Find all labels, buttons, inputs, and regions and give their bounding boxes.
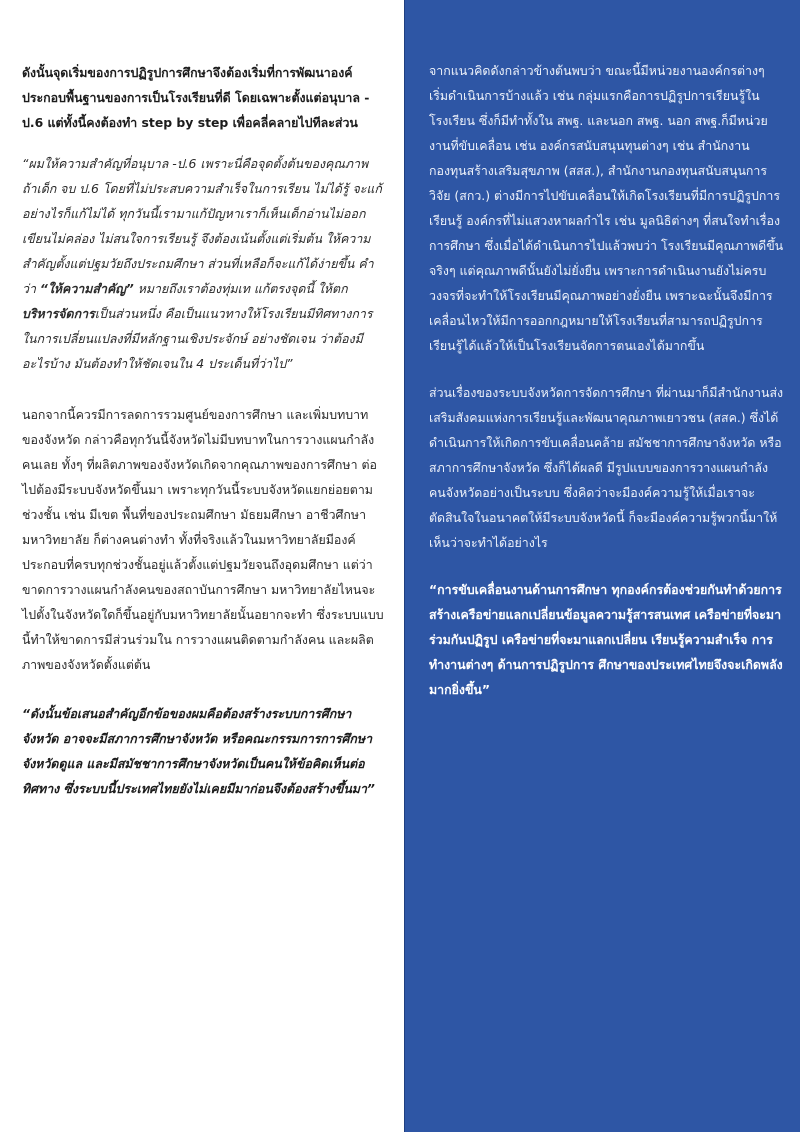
proposal-quote: “ดังนั้นข้อเสนอสำคัญอีกข้อของผมคือต้องสร้างระบบการศึกษาจังหวัด อาจจะมีสภาการศึกษาจังหวัด หรือคณะกรรมการการศึกษาจังหวัดดูแล และมีสมัชชาการศึกษาจังหวัดเป็นคนให้ข้อคิดเห็นต่อทิศทาง ซึ่งระบบนี้ประเทศไทยยังไม่เคยมีมาก่อนจึงต้องสร้างขึ้นมา”: [22, 706, 375, 796]
quote-text-3: เป็นส่วนหนึ่ง คือเป็นแนวทางให้โรงเรียนมีทิศทางการในการเปลี่ยนแปลงที่มีหลักฐานเชิงประจักษ์ อย่างชัดเจน ว่าต้องมีอะไรบ้าง มันต้องทำให้ชัดเจนใน 4 ประเด็นที่ว่าไป”: [22, 306, 373, 371]
interview-quote: [22, 151, 386, 376]
quote-text-2: หมายถึงเราต้องทุ่มเท แก้ตรงจุดนี้ ให้ตก: [133, 281, 348, 296]
right-paragraph-1: จากแนวคิดดังกล่าวข้างต้นพบว่า ขณะนี้มีหน่วยงานองค์กรต่างๆ เริ่มดำเนินการบ้างแล้ว เช่น กลุ่มแรกคือการปฏิรูปการเรียนรู้ในโรงเรียน ซึ่งก็มีทำทั้งใน สพฐ. และนอก สพฐ. นอก สพฐ.ก็มีหน่วยงานที่ขับเคลื่อน เช่น องค์กรสนับสนุนทุนต่างๆ เช่น สำนักงานกองทุนสร้างเสริมสุขภาพ (สสส.), สำนักงานกองทุนสนับสนุนการวิจัย (สกว.) ต่างมีการไปขับเคลื่อนให้เกิดโรงเรียนที่มีการปฏิรูปการเรียนรู้ องค์กรที่ไม่แสวงหาผลกำไร เช่น มูลนิธิต่างๆ ที่สนใจทำเรื่องการศึกษา ซึ่งเมื่อได้ดำเนินการไปแล้วพบว่า โรงเรียนมีคุณภาพดีขึ้นจริงๆ แต่คุณภาพดีนั้นยังไม่ยั่งยืน เพราะการดำเนินงานยังไม่ครบวงจรที่จะทำให้โรงเรียนมีคุณภาพอย่างยั่งยืน เพราะฉะนั้นจึงมีการเคลื่อนไหวให้มีการออกกฎหมายให้โรงเรียนที่สามารถปฏิรูปการเรียนรู้ได้แล้วให้เป็นโรงเรียนจัดการตนเองได้มากขึ้น: [429, 63, 784, 353]
right-paragraph-2: ส่วนเรื่องของระบบจังหวัดการจัดการศึกษา ที่ผ่านมาก็มีสำนักงานส่งเสริมสังคมแห่งการเรียนรู้และพัฒนาคุณภาพเยาวชน (สสค.) ซึ่งได้ดำเนินการให้เกิดการขับเคลื่อนคล้าย สมัชชาการศึกษาจังหวัด หรือสภาการศึกษาจังหวัด ซึ่งก็ได้ผลดี มีรูปแบบของการวางแผนกำลังคนจังหวัดอย่างเป็นระบบ ซึ่งคิดว่าจะมีองค์ความรู้ให้เมื่อเราจะตัดสินใจในอนาคตให้มีระบบจังหวัดนี้ ก็จะมีองค์ความรู้พวกนี้มาให้เห็นว่าจะทำได้อย่างไร: [429, 385, 784, 550]
quote-emphasis-1: “ให้ความสำคัญ”: [39, 281, 134, 296]
lead-paragraph: ดังนั้นจุดเริ่มของการปฏิรูปการศึกษาจึงต้องเริ่มที่การพัฒนาองค์ประกอบพื้นฐานของการเป็นโรงเรียนที่ดี โดยเฉพาะตั้งแต่อนุบาล - ป.6 แต่ทั้งนี้คงต้องทำ step by step เพื่อคลี่คลายไปทีละส่วน: [22, 65, 370, 130]
quote-text-1: “ผมให้ความสำคัญที่อนุบาล -ป.6 เพราะนี่คือจุดตั้งต้นของคุณภาพ ถ้าเด็ก จบ ป.6 โดยที่ไม่ประสบความสำเร็จในการเรียน ไม่ได้รู้ จะแก้อย่างไรก็แก้ไม่ได้ ทุกวันนี้เรามาแก้ปัญหาเราก็เห็นเด็กอ่านไม่ออกเขียนไม่คล่อง ไม่สนใจการเรียนรู้ จึงต้องเน้นตั้งแต่เริ่มต้น ให้ความสำคัญตั้งแต่ปฐมวัยถึงประถมศึกษา ส่วนที่เหลือก็จะแก้ได้ง่ายขึ้น คำว่า: [22, 156, 382, 296]
quote-emphasis-2: บริหารจัดการ: [22, 306, 95, 321]
closing-quote: “การขับเคลื่อนงานด้านการศึกษา ทุกองค์กรต้องช่วยกันทำด้วยการ สร้างเครือข่ายแลกเปลี่ยนข้อมูลความรู้สารสนเทศ เครือข่ายที่จะมาร่วมกันปฏิรูป เครือข่ายที่จะมาแลกเปลี่ยน เรียนรู้ความสำเร็จ การทำงานต่างๆ ด้านการปฏิรูปการ ศึกษาของประเทศไทยจึงจะเกิดพลังมากยิ่งขึ้น”: [429, 582, 783, 697]
right-column: [404, 0, 800, 1132]
body-paragraph: นอกจากนี้ควรมีการลดการรวมศูนย์ของการศึกษา และเพิ่มบทบาทของจังหวัด กล่าวคือทุกวันนี้จังหวัดไม่มีบทบาทในการวางแผนกำลังคนเลย ทั้งๆ ที่ผลิตภาพของจังหวัดเกิดจากคุณภาพของการศึกษา ต่อไปต้องมีระบบจังหวัดขึ้นมา เพราะทุกวันนี้ระบบจังหวัดแยกย่อยตามช่วงชั้น เช่น มีเขต พื้นที่ของประถมศึกษา มัธยมศึกษา อาชีวศึกษา มหาวิทยาลัย ก็ต่างคนต่างทำ ทั้งที่จริงแล้วในมหาวิทยาลัยมีองค์ประกอบที่ครบทุกช่วงชั้นอยู่แล้วตั้งแต่ปฐมวัยจนถึงอุดมศึกษา แต่ว่าขาดการวางแผนกำลังคนของสถาบันการศึกษา มหาวิทยาลัยไหนจะไปตั้งในจังหวัดใดก็ขึ้นอยู่กับมหาวิทยาลัยนั้นอยากจะทำ ซึ่งระบบแบบนี้ทำให้ขาดการมีส่วนร่วมใน การวางแผนติดตามกำลังคน และผลิตภาพของจังหวัดตั้งแต่ต้น: [22, 407, 384, 672]
